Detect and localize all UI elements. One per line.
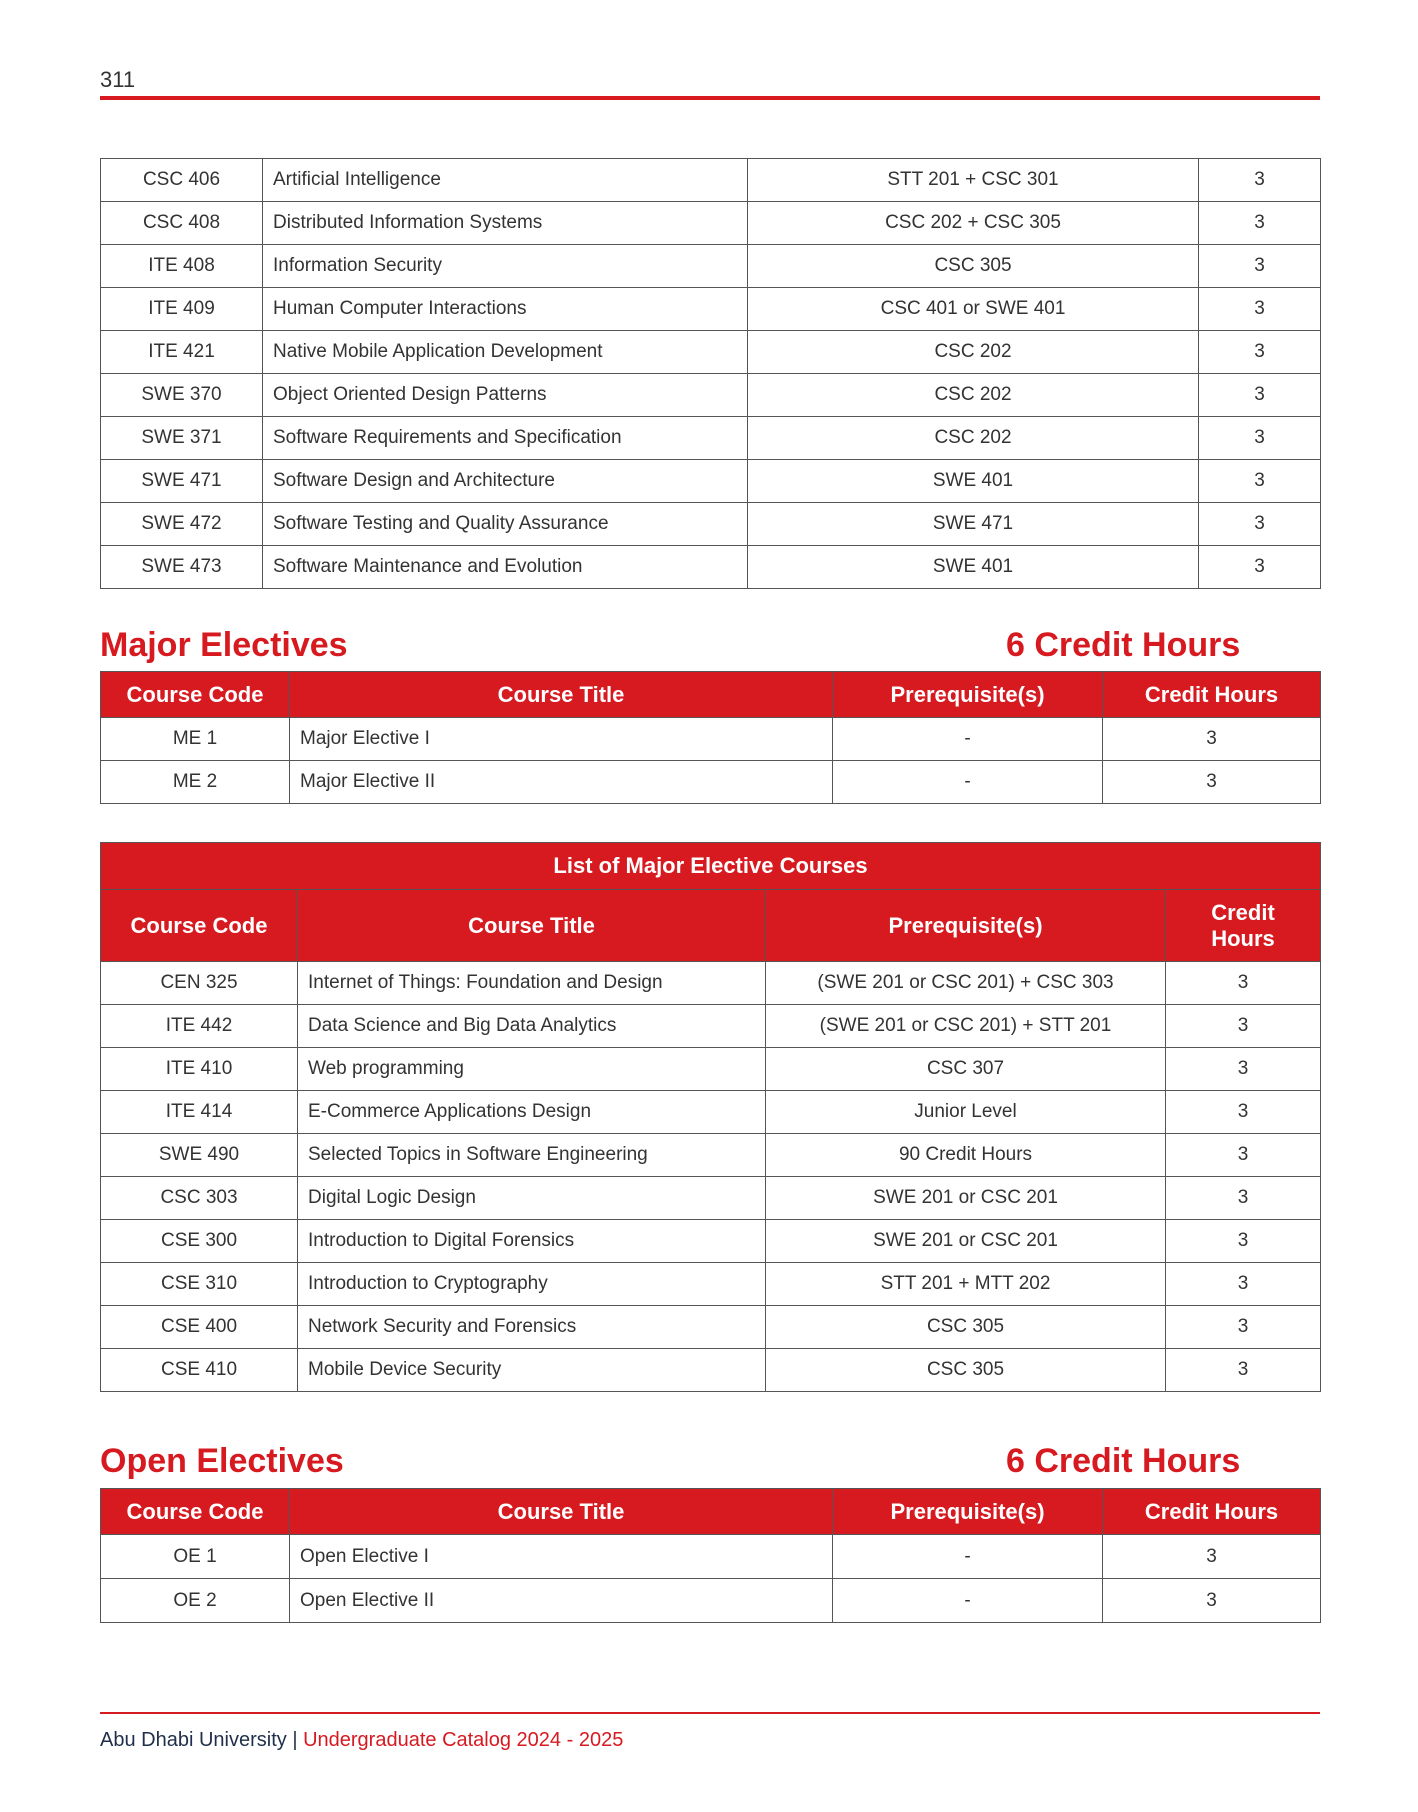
table-row	[101, 159, 1321, 202]
major-elective-list-caption: List of Major Elective Courses	[101, 843, 1321, 890]
prerequisite-cell: CSC 401 or SWE 401	[748, 288, 1199, 331]
prerequisite-cell: SWE 401	[748, 546, 1199, 589]
course-title-cell: Selected Topics in Software Engineering	[298, 1134, 766, 1177]
course-code-cell: ITE 408	[101, 245, 263, 288]
table-row	[101, 1306, 1321, 1349]
table-row	[101, 1263, 1321, 1306]
course-code-cell: ITE 410	[101, 1048, 298, 1091]
header-course-title: Course Title	[298, 890, 766, 962]
footer-separator: |	[292, 1729, 298, 1751]
prerequisite-cell: STT 201 + MTT 202	[766, 1263, 1166, 1306]
footer-university: Abu Dhabi University	[100, 1729, 287, 1751]
course-code-cell: SWE 472	[101, 503, 263, 546]
table-row	[101, 1134, 1321, 1177]
page-number: 311	[100, 67, 136, 92]
course-code-cell: SWE 490	[101, 1134, 298, 1177]
course-title-cell: Native Mobile Application Development	[263, 331, 748, 374]
prerequisite-cell: SWE 201 or CSC 201	[766, 1220, 1166, 1263]
credit-hours-cell: 3	[1199, 503, 1321, 546]
course-code-cell: ME 1	[101, 718, 290, 761]
course-title-cell: Software Maintenance and Evolution	[263, 546, 748, 589]
course-title-cell: Data Science and Big Data Analytics	[298, 1005, 766, 1048]
major-electives-table	[100, 671, 1321, 804]
table-row	[101, 1048, 1321, 1091]
credit-hours-cell: 3	[1199, 546, 1321, 589]
course-code-cell: SWE 473	[101, 546, 263, 589]
course-title-cell: Introduction to Digital Forensics	[298, 1220, 766, 1263]
prerequisite-cell: CSC 202	[748, 374, 1199, 417]
course-title-cell: Major Elective II	[290, 761, 833, 804]
course-code-cell: CSE 410	[101, 1349, 298, 1392]
header-prerequisites: Prerequisite(s)	[833, 1489, 1103, 1535]
course-title-cell: Artificial Intelligence	[263, 159, 748, 202]
course-code-cell: CSE 310	[101, 1263, 298, 1306]
course-code-cell: ITE 442	[101, 1005, 298, 1048]
course-code-cell: CSC 408	[101, 202, 263, 245]
table-row	[101, 1005, 1321, 1048]
course-code-cell: CSC 406	[101, 159, 263, 202]
open-electives-credit-hours: 6 Credit Hours	[1006, 1442, 1241, 1480]
table-row	[101, 1579, 1321, 1623]
continued-course-rows	[101, 159, 1321, 589]
prerequisite-cell: -	[833, 1579, 1103, 1623]
prerequisite-cell: CSC 305	[748, 245, 1199, 288]
header-prerequisites: Prerequisite(s)	[766, 890, 1166, 962]
footer-rule	[100, 1712, 1320, 1714]
prerequisite-cell: Junior Level	[766, 1091, 1166, 1134]
table-row	[101, 761, 1321, 804]
course-code-cell: CSC 303	[101, 1177, 298, 1220]
header-course-code: Course Code	[101, 890, 298, 962]
credit-hours-cell: 3	[1166, 1134, 1321, 1177]
continued-course-table	[100, 158, 1321, 589]
course-code-cell: SWE 370	[101, 374, 263, 417]
table-row	[101, 460, 1321, 503]
header-credit-hours: Credit Hours	[1103, 672, 1321, 718]
course-code-cell: OE 2	[101, 1579, 290, 1623]
credit-hours-cell: 3	[1199, 245, 1321, 288]
table-row	[101, 1349, 1321, 1392]
prerequisite-cell: 90 Credit Hours	[766, 1134, 1166, 1177]
table-row	[101, 288, 1321, 331]
prerequisite-cell: (SWE 201 or CSC 201) + STT 201	[766, 1005, 1166, 1048]
header-course-title: Course Title	[290, 1489, 833, 1535]
course-code-cell: CSE 400	[101, 1306, 298, 1349]
open-electives-rows	[101, 1535, 1321, 1623]
footer	[100, 1729, 623, 1752]
credit-hours-cell: 3	[1166, 1220, 1321, 1263]
credit-hours-cell: 3	[1166, 962, 1321, 1005]
open-electives-table	[100, 1488, 1321, 1623]
header-rule	[100, 96, 1320, 100]
course-code-cell: CSE 300	[101, 1220, 298, 1263]
table-row	[101, 962, 1321, 1005]
prerequisite-cell: SWE 201 or CSC 201	[766, 1177, 1166, 1220]
course-title-cell: Internet of Things: Foundation and Design	[298, 962, 766, 1005]
course-title-cell: Software Testing and Quality Assurance	[263, 503, 748, 546]
credit-hours-cell: 3	[1199, 331, 1321, 374]
major-electives-title: Major Electives	[100, 626, 348, 664]
header-course-title: Course Title	[290, 672, 833, 718]
credit-hours-cell: 3	[1166, 1349, 1321, 1392]
header-course-code: Course Code	[101, 1489, 290, 1535]
credit-hours-cell: 3	[1199, 374, 1321, 417]
course-title-cell: Human Computer Interactions	[263, 288, 748, 331]
prerequisite-cell: STT 201 + CSC 301	[748, 159, 1199, 202]
major-electives-credit-hours: 6 Credit Hours	[1006, 626, 1241, 664]
credit-hours-cell: 3	[1166, 1091, 1321, 1134]
header-credit-hours: Credit Hours	[1166, 890, 1321, 962]
table-row	[101, 374, 1321, 417]
course-title-cell: Digital Logic Design	[298, 1177, 766, 1220]
prerequisite-cell: CSC 307	[766, 1048, 1166, 1091]
credit-hours-cell: 3	[1103, 1579, 1321, 1623]
course-title-cell: Introduction to Cryptography	[298, 1263, 766, 1306]
course-title-cell: Network Security and Forensics	[298, 1306, 766, 1349]
header-prerequisites: Prerequisite(s)	[833, 672, 1103, 718]
credit-hours-cell: 3	[1199, 460, 1321, 503]
table-row	[101, 1535, 1321, 1579]
credit-hours-cell: 3	[1103, 718, 1321, 761]
table-row	[101, 331, 1321, 374]
prerequisite-cell: CSC 305	[766, 1306, 1166, 1349]
table-row	[101, 245, 1321, 288]
table-row	[101, 503, 1321, 546]
credit-hours-cell: 3	[1166, 1048, 1321, 1091]
header-course-code: Course Code	[101, 672, 290, 718]
table-row	[101, 1220, 1321, 1263]
prerequisite-cell: -	[833, 1535, 1103, 1579]
credit-hours-cell: 3	[1103, 1535, 1321, 1579]
credit-hours-cell: 3	[1199, 288, 1321, 331]
course-title-cell: Software Design and Architecture	[263, 460, 748, 503]
course-code-cell: ME 2	[101, 761, 290, 804]
prerequisite-cell: -	[833, 718, 1103, 761]
course-title-cell: E-Commerce Applications Design	[298, 1091, 766, 1134]
prerequisite-cell: CSC 202 + CSC 305	[748, 202, 1199, 245]
prerequisite-cell: SWE 401	[748, 460, 1199, 503]
course-code-cell: ITE 414	[101, 1091, 298, 1134]
course-title-cell: Open Elective I	[290, 1535, 833, 1579]
credit-hours-cell: 3	[1199, 417, 1321, 460]
course-code-cell: SWE 471	[101, 460, 263, 503]
open-electives-title: Open Electives	[100, 1442, 344, 1480]
course-title-cell: Open Elective II	[290, 1579, 833, 1623]
course-title-cell: Distributed Information Systems	[263, 202, 748, 245]
credit-hours-cell: 3	[1166, 1263, 1321, 1306]
credit-hours-cell: 3	[1199, 159, 1321, 202]
table-row	[101, 546, 1321, 589]
prerequisite-cell: CSC 305	[766, 1349, 1166, 1392]
prerequisite-cell: -	[833, 761, 1103, 804]
major-elective-list-table	[100, 842, 1321, 1392]
credit-hours-cell: 3	[1103, 761, 1321, 804]
course-title-cell: Major Elective I	[290, 718, 833, 761]
course-code-cell: CEN 325	[101, 962, 298, 1005]
course-code-cell: ITE 421	[101, 331, 263, 374]
table-row	[101, 1177, 1321, 1220]
prerequisite-cell: CSC 202	[748, 417, 1199, 460]
credit-hours-cell: 3	[1166, 1177, 1321, 1220]
prerequisite-cell: (SWE 201 or CSC 201) + CSC 303	[766, 962, 1166, 1005]
course-title-cell: Information Security	[263, 245, 748, 288]
credit-hours-cell: 3	[1166, 1005, 1321, 1048]
course-code-cell: ITE 409	[101, 288, 263, 331]
major-electives-rows	[101, 718, 1321, 804]
table-row	[101, 417, 1321, 460]
credit-hours-cell: 3	[1199, 202, 1321, 245]
prerequisite-cell: SWE 471	[748, 503, 1199, 546]
table-row	[101, 718, 1321, 761]
header-credit-hours: Credit Hours	[1103, 1489, 1321, 1535]
prerequisite-cell: CSC 202	[748, 331, 1199, 374]
table-row	[101, 1091, 1321, 1134]
footer-catalog: Undergraduate Catalog 2024 - 2025	[303, 1729, 624, 1751]
table-row	[101, 202, 1321, 245]
course-title-cell: Software Requirements and Specification	[263, 417, 748, 460]
credit-hours-cell: 3	[1166, 1306, 1321, 1349]
course-title-cell: Mobile Device Security	[298, 1349, 766, 1392]
major-elective-list-rows	[101, 962, 1321, 1392]
course-title-cell: Web programming	[298, 1048, 766, 1091]
course-code-cell: SWE 371	[101, 417, 263, 460]
course-code-cell: OE 1	[101, 1535, 290, 1579]
course-title-cell: Object Oriented Design Patterns	[263, 374, 748, 417]
